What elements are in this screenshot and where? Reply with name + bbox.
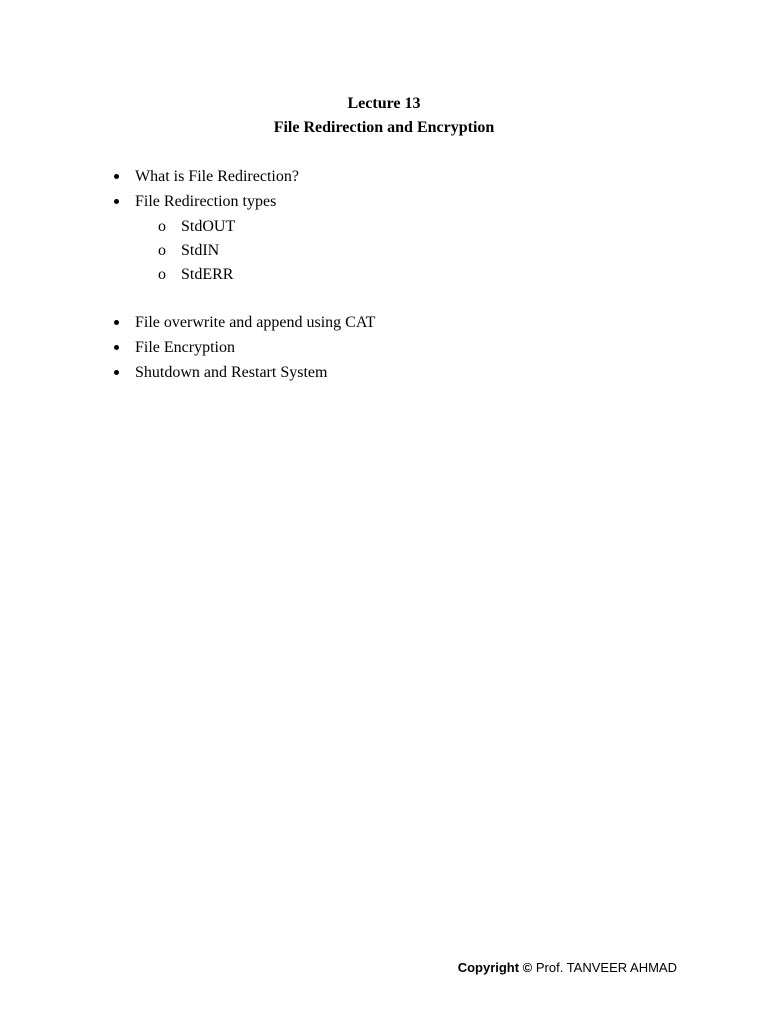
- list-item: [112, 335, 375, 360]
- bullet-icon: [114, 345, 119, 350]
- bullet-icon: [114, 370, 119, 375]
- bullet-icon: [114, 174, 119, 179]
- copyright-footer: [458, 958, 677, 978]
- sub-bullet-icon: o: [158, 218, 166, 235]
- list-item-text: File Encryption: [135, 339, 235, 356]
- title-block: [0, 92, 768, 140]
- sub-bullet-icon: o: [158, 266, 166, 283]
- list-item: [112, 189, 299, 214]
- sub-list-item: [112, 214, 299, 238]
- bullet-icon: [114, 320, 119, 325]
- sub-list-item: [112, 262, 299, 286]
- redirection-types-list: [112, 214, 299, 286]
- sub-list-item-text: StdOUT: [181, 218, 236, 235]
- list-item: [112, 310, 375, 335]
- list-item: [112, 360, 375, 385]
- author-name: Prof. TANVEER AHMAD: [532, 960, 677, 975]
- list-item-text: What is File Redirection?: [135, 168, 299, 185]
- sub-list-container: [112, 214, 299, 286]
- list-item-text: File overwrite and append using CAT: [135, 314, 376, 331]
- topic-list-primary: [112, 164, 299, 286]
- sub-list-item: [112, 238, 299, 262]
- sub-bullet-icon: o: [158, 242, 166, 259]
- sub-list-item-text: StdIN: [181, 242, 220, 259]
- lecture-title: Lecture 13: [347, 95, 421, 112]
- list-item-text: File Redirection types: [135, 193, 277, 210]
- list-item-text: Shutdown and Restart System: [135, 364, 328, 381]
- sub-list-item-text: StdERR: [181, 266, 234, 283]
- lecture-subtitle: File Redirection and Encryption: [273, 119, 495, 136]
- bullet-icon: [114, 199, 119, 204]
- topic-list-secondary: [112, 310, 375, 385]
- list-item: [112, 164, 299, 189]
- copyright-label: Copyright ©: [457, 960, 533, 975]
